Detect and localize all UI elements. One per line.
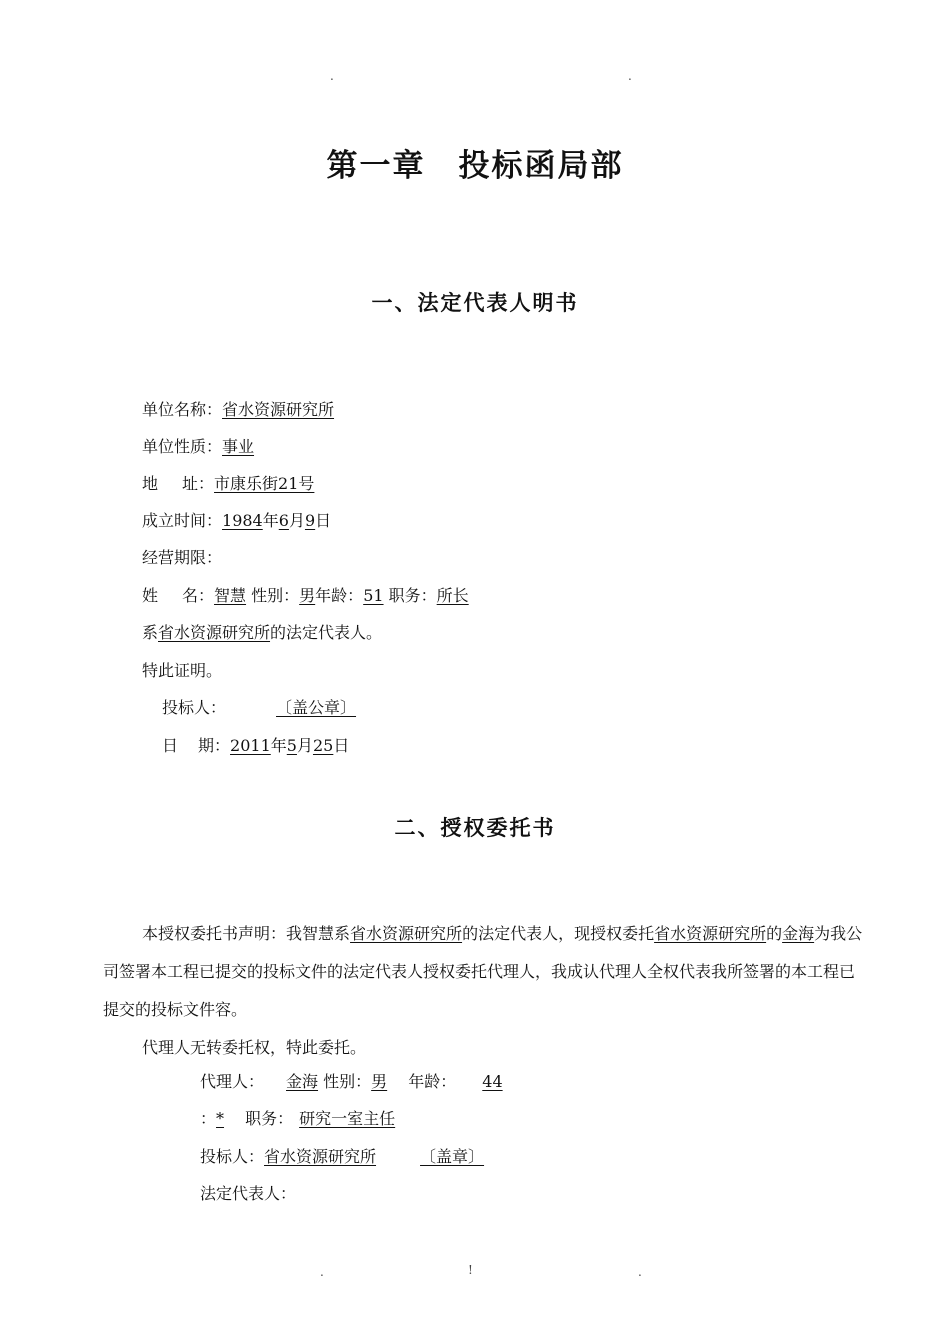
agent-gender: 男 <box>371 1072 388 1091</box>
p1-b: 系 <box>334 924 351 943</box>
footer-mark-right: . <box>638 1265 642 1279</box>
footer-mark-center: ! <box>468 1263 473 1277</box>
certify-line: 特此证明。 <box>142 661 223 680</box>
bidder-line <box>162 697 400 719</box>
date-month: 5 <box>286 736 297 755</box>
term-label: 经营期限： <box>142 548 223 567</box>
statement-prefix: 系 <box>142 623 159 642</box>
day-char: 日 <box>315 511 332 530</box>
date-label-b: 期： <box>198 736 231 755</box>
agent-gender-label: 性别： <box>323 1072 372 1091</box>
id-value: * <box>216 1109 225 1128</box>
founded-year: 1984 <box>222 511 263 530</box>
age-value: 51 <box>363 586 384 605</box>
bidder2-label: 投标人： <box>200 1147 265 1166</box>
address-value: 市康乐街21号 <box>214 474 315 493</box>
founded-day: 9 <box>304 511 316 530</box>
gender-label: 性别： <box>251 586 300 605</box>
unit-name-value: 省水资源研究所 <box>222 400 335 419</box>
p1-a: 本授权委托书声明：我 <box>142 924 303 943</box>
founded-label: 成立时间： <box>142 511 223 530</box>
authorization-paragraph <box>103 915 863 1029</box>
address-label-b: 址： <box>182 474 215 493</box>
p1-name: 智慧 <box>302 924 335 943</box>
p1-agent: 金海 <box>782 924 815 943</box>
agent-position-label: 职务： <box>245 1109 294 1128</box>
agent-line <box>200 1071 539 1093</box>
statement-unit: 省水资源研究所 <box>158 623 271 642</box>
date-label-a: 日 <box>162 736 179 755</box>
address-line <box>142 473 314 495</box>
founded-line <box>142 510 331 532</box>
unit-nature-line <box>142 436 254 458</box>
p1-e: 为我公司签署本工程已提交的投标文件的法定代表人授权委托代理人，我成认代理人全权代表我所签署的本工程已提交的投标文件容。 <box>103 924 863 1019</box>
unit-name-label: 单位名称： <box>142 400 223 419</box>
legal-rep-line: 法定代表人： <box>200 1184 297 1203</box>
p1-unit: 省水资源研究所 <box>350 924 463 943</box>
agent-age: 44 <box>482 1072 503 1091</box>
bidder2-name: 省水资源研究所 <box>264 1147 377 1166</box>
gender-value: 男 <box>299 586 316 605</box>
bidder-seal-field <box>226 698 400 717</box>
p1-unit2: 省水资源研究所 <box>654 924 767 943</box>
person-line <box>142 585 469 607</box>
bidder2-field <box>264 1147 560 1166</box>
agent-position: 研究一室主任 <box>299 1109 396 1128</box>
bidder2-line <box>200 1146 560 1168</box>
date-year: 2011 <box>230 736 271 755</box>
date-month-char: 月 <box>296 736 313 755</box>
header-mark-left: . <box>330 69 334 83</box>
name-value: 智慧 <box>214 586 247 605</box>
address-label-a: 地 <box>142 474 159 493</box>
header-mark-right: . <box>628 69 632 83</box>
bidder2-seal: 〔盖章〕 <box>420 1147 485 1166</box>
bidder-seal: 〔盖公章〕 <box>276 698 357 717</box>
p1-d: 的 <box>766 924 783 943</box>
agent-position-field <box>293 1109 421 1128</box>
footer-mark-left: . <box>320 1265 324 1279</box>
unit-nature-value: 事业 <box>222 437 255 456</box>
bidder-label: 投标人： <box>162 698 227 717</box>
chapter-title: 第一章 投标函局部 <box>326 148 624 184</box>
section1-title: 一、法定代表人明书 <box>371 290 579 315</box>
p1-c: 的法定代表人，现授权委托 <box>462 924 655 943</box>
month-char: 月 <box>288 511 305 530</box>
term-line <box>142 547 222 569</box>
date-day: 25 <box>312 736 334 755</box>
position-value: 所长 <box>436 586 469 605</box>
date-year-char: 年 <box>270 736 287 755</box>
name-label-b: 名： <box>182 586 215 605</box>
year-char: 年 <box>262 511 279 530</box>
statement-line <box>142 622 382 644</box>
date-day-char: 日 <box>333 736 350 755</box>
date-line <box>162 735 349 757</box>
agent-name-field <box>264 1072 318 1091</box>
unit-nature-label: 单位性质： <box>142 437 223 456</box>
unit-name-line <box>142 399 334 421</box>
founded-month: 6 <box>278 511 289 530</box>
agent-age-label: 年龄： <box>408 1072 457 1091</box>
agent-label: 代理人： <box>200 1072 265 1091</box>
statement-suffix: 的法定代表人。 <box>270 623 383 642</box>
id-label: ： <box>200 1109 217 1128</box>
agent-age-field <box>456 1072 538 1091</box>
section2-title: 二、授权委托书 <box>394 815 556 840</box>
no-subdelegation-paragraph: 代理人无转委托权，特此委托。 <box>142 1038 367 1057</box>
position-label: 职务： <box>388 586 437 605</box>
id-line <box>200 1108 421 1130</box>
agent-name: 金海 <box>286 1072 319 1091</box>
name-label-a: 姓 <box>142 586 159 605</box>
age-label: 年龄： <box>315 586 364 605</box>
